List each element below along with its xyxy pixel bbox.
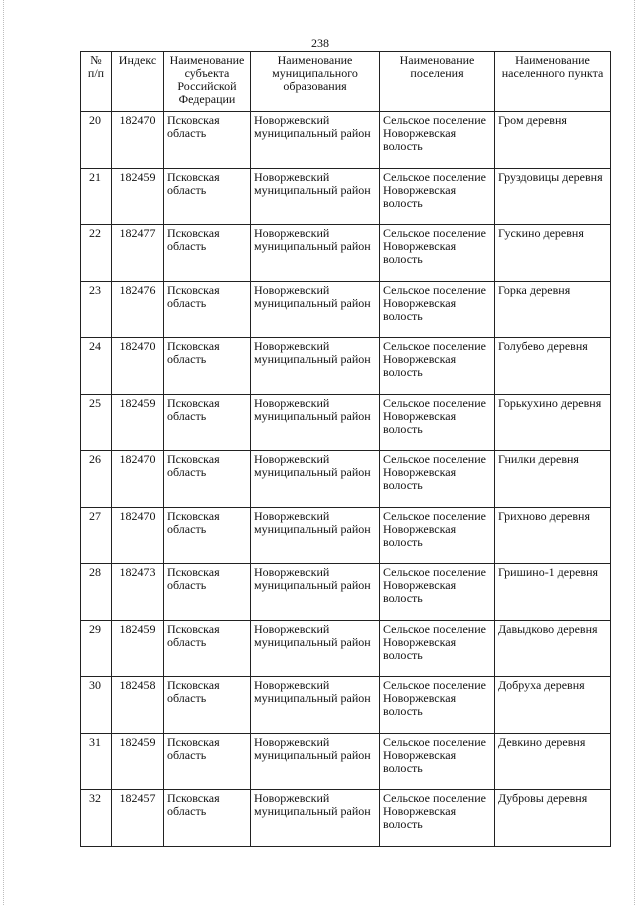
cell-settlement: Сельское поселение Новоржевская волость	[380, 225, 495, 282]
table-header-row	[81, 52, 611, 112]
cell-settlement: Сельское поселение Новоржевская волость	[380, 733, 495, 790]
cell-number: 32	[81, 790, 112, 847]
cell-municipality: Новоржевский муниципальный район	[251, 112, 380, 169]
cell-number: 20	[81, 112, 112, 169]
header-municipality: Наименование муниципального образования	[251, 52, 380, 112]
table-row	[81, 281, 611, 338]
table-row	[81, 620, 611, 677]
cell-municipality: Новоржевский муниципальный район	[251, 394, 380, 451]
table-row	[81, 507, 611, 564]
cell-municipality: Новоржевский муниципальный район	[251, 677, 380, 734]
cell-number: 25	[81, 394, 112, 451]
cell-index: 182459	[112, 394, 164, 451]
header-subject: Наименование субъекта Российской Федерации	[164, 52, 251, 112]
table-row	[81, 790, 611, 847]
cell-locality: Давыдково деревня	[495, 620, 611, 677]
cell-municipality: Новоржевский муниципальный район	[251, 451, 380, 508]
cell-locality: Гришино-1 деревня	[495, 564, 611, 621]
cell-index: 182470	[112, 451, 164, 508]
cell-settlement: Сельское поселение Новоржевская волость	[380, 564, 495, 621]
cell-settlement: Сельское поселение Новоржевская волость	[380, 790, 495, 847]
cell-index: 182458	[112, 677, 164, 734]
cell-index: 182476	[112, 281, 164, 338]
cell-index: 182459	[112, 733, 164, 790]
cell-subject: Псковская область	[164, 733, 251, 790]
cell-locality: Гром деревня	[495, 112, 611, 169]
cell-locality: Горькухино деревня	[495, 394, 611, 451]
cell-settlement: Сельское поселение Новоржевская волость	[380, 168, 495, 225]
header-number: № п/п	[81, 52, 112, 112]
cell-locality: Гускино деревня	[495, 225, 611, 282]
cell-index: 182470	[112, 338, 164, 395]
cell-settlement: Сельское поселение Новоржевская волость	[380, 281, 495, 338]
cell-index: 182459	[112, 168, 164, 225]
cell-municipality: Новоржевский муниципальный район	[251, 790, 380, 847]
cell-subject: Псковская область	[164, 677, 251, 734]
cell-municipality: Новоржевский муниципальный район	[251, 338, 380, 395]
cell-municipality: Новоржевский муниципальный район	[251, 564, 380, 621]
cell-index: 182477	[112, 225, 164, 282]
cell-subject: Псковская область	[164, 338, 251, 395]
header-settlement: Наименование поселения	[380, 52, 495, 112]
cell-locality: Голубево деревня	[495, 338, 611, 395]
cell-subject: Псковская область	[164, 451, 251, 508]
cell-number: 30	[81, 677, 112, 734]
cell-locality: Груздовицы деревня	[495, 168, 611, 225]
table-row	[81, 338, 611, 395]
cell-number: 27	[81, 507, 112, 564]
cell-subject: Псковская область	[164, 112, 251, 169]
cell-subject: Псковская область	[164, 507, 251, 564]
cell-municipality: Новоржевский муниципальный район	[251, 507, 380, 564]
cell-number: 31	[81, 733, 112, 790]
cell-number: 24	[81, 338, 112, 395]
cell-subject: Псковская область	[164, 790, 251, 847]
scan-edge-right	[634, 0, 636, 905]
cell-locality: Девкино деревня	[495, 733, 611, 790]
table-row	[81, 168, 611, 225]
page-number: 238	[311, 36, 329, 50]
cell-municipality: Новоржевский муниципальный район	[251, 620, 380, 677]
header-locality: Наименование населенного пункта	[495, 52, 611, 112]
cell-index: 182459	[112, 620, 164, 677]
cell-locality: Добруха деревня	[495, 677, 611, 734]
cell-subject: Псковская область	[164, 281, 251, 338]
cell-index: 182473	[112, 564, 164, 621]
table-row	[81, 225, 611, 282]
cell-settlement: Сельское поселение Новоржевская волость	[380, 338, 495, 395]
cell-municipality: Новоржевский муниципальный район	[251, 168, 380, 225]
cell-subject: Псковская область	[164, 564, 251, 621]
cell-locality: Грихново деревня	[495, 507, 611, 564]
cell-subject: Псковская область	[164, 620, 251, 677]
cell-number: 23	[81, 281, 112, 338]
cell-number: 22	[81, 225, 112, 282]
table-row	[81, 394, 611, 451]
cell-number: 29	[81, 620, 112, 677]
settlements-table	[80, 51, 611, 847]
header-index: Индекс	[112, 52, 164, 112]
cell-locality: Гнилки деревня	[495, 451, 611, 508]
cell-locality: Дубровы деревня	[495, 790, 611, 847]
table-row	[81, 112, 611, 169]
cell-settlement: Сельское поселение Новоржевская волость	[380, 112, 495, 169]
cell-number: 28	[81, 564, 112, 621]
cell-municipality: Новоржевский муниципальный район	[251, 281, 380, 338]
table-row	[81, 564, 611, 621]
cell-municipality: Новоржевский муниципальный район	[251, 733, 380, 790]
table-row	[81, 451, 611, 508]
cell-index: 182470	[112, 112, 164, 169]
table-row	[81, 677, 611, 734]
cell-settlement: Сельское поселение Новоржевская волость	[380, 451, 495, 508]
cell-settlement: Сельское поселение Новоржевская волость	[380, 620, 495, 677]
scan-edge-left	[3, 0, 5, 905]
cell-settlement: Сельское поселение Новоржевская волость	[380, 677, 495, 734]
table-row	[81, 733, 611, 790]
cell-locality: Горка деревня	[495, 281, 611, 338]
cell-settlement: Сельское поселение Новоржевская волость	[380, 394, 495, 451]
cell-municipality: Новоржевский муниципальный район	[251, 225, 380, 282]
cell-index: 182470	[112, 507, 164, 564]
cell-subject: Псковская область	[164, 225, 251, 282]
cell-number: 26	[81, 451, 112, 508]
cell-index: 182457	[112, 790, 164, 847]
cell-subject: Псковская область	[164, 168, 251, 225]
cell-number: 21	[81, 168, 112, 225]
cell-subject: Псковская область	[164, 394, 251, 451]
cell-settlement: Сельское поселение Новоржевская волость	[380, 507, 495, 564]
